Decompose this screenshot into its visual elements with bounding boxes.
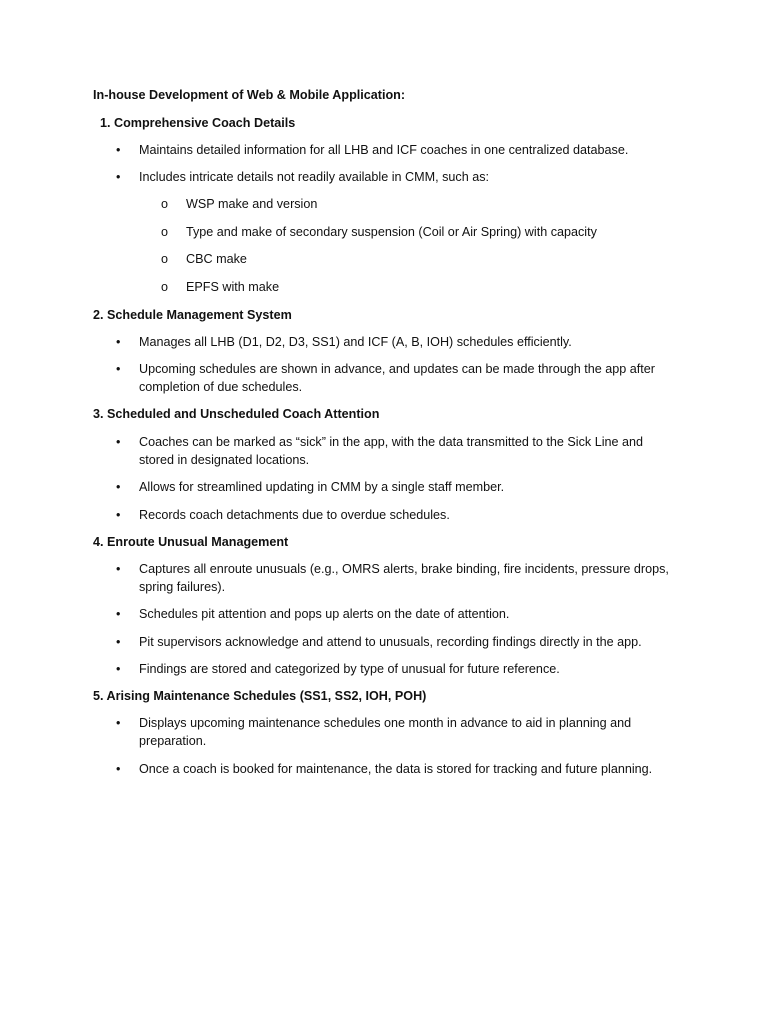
- bullet-icon: •: [116, 508, 121, 522]
- sub-list-item: [161, 251, 661, 269]
- sub-bullet-icon: o: [161, 252, 169, 266]
- list-item: [116, 142, 676, 160]
- list-item: [116, 561, 676, 596]
- bullet-icon: •: [116, 662, 121, 676]
- list-item: [116, 606, 676, 624]
- sub-list-item-text: Type and make of secondary suspension (Coil or Air Spring) with capacity: [186, 225, 597, 239]
- bullet-icon: •: [116, 362, 121, 376]
- sub-bullet-icon: o: [161, 197, 169, 211]
- bullet-icon: •: [116, 762, 121, 776]
- bullet-icon: •: [116, 435, 121, 449]
- section-5-heading: 5. Arising Maintenance Schedules (SS1, SS2, IOH, POH): [93, 689, 427, 703]
- list-item-text: Records coach detachments due to overdue schedules.: [139, 508, 450, 522]
- list-item: [116, 761, 706, 779]
- list-item: [116, 479, 676, 497]
- bullet-icon: •: [116, 607, 121, 621]
- sub-list-item: [161, 196, 661, 214]
- list-item-text: Coaches can be marked as “sick” in the app, with the data transmitted to the Sick Line and stored in designated locations.: [139, 435, 644, 467]
- sub-list-item-text: WSP make and version: [186, 197, 318, 211]
- bullet-icon: •: [116, 335, 121, 349]
- bullet-icon: •: [116, 143, 121, 157]
- section-2-heading: 2. Schedule Management System: [93, 308, 292, 322]
- list-item-text: Upcoming schedules are shown in advance, and updates can be made through the app after completion of due schedules.: [139, 362, 655, 394]
- sub-list-item-text: CBC make: [186, 252, 247, 266]
- list-item-text: Maintains detailed information for all LHB and ICF coaches in one centralized database.: [139, 143, 629, 157]
- list-item-text: Findings are stored and categorized by type of unusual for future reference.: [139, 662, 560, 676]
- list-item: [116, 634, 676, 652]
- list-item: [116, 334, 676, 352]
- section-1-heading: 1. Comprehensive Coach Details: [100, 116, 296, 130]
- bullet-icon: •: [116, 716, 121, 730]
- list-item: [116, 361, 676, 396]
- list-item-text: Manages all LHB (D1, D2, D3, SS1) and ICF (A, B, IOH) schedules efficiently.: [139, 335, 572, 349]
- list-item-text: Captures all enroute unusuals (e.g., OMRS alerts, brake binding, fire incidents, pressure drops, spring failures).: [139, 562, 669, 594]
- bullet-icon: •: [116, 562, 121, 576]
- list-item: [116, 715, 676, 750]
- section-3-heading: 3. Scheduled and Unscheduled Coach Attention: [93, 407, 380, 421]
- bullet-icon: •: [116, 170, 121, 184]
- list-item-text: Allows for streamlined updating in CMM by a single staff member.: [139, 480, 505, 494]
- document-title: In-house Development of Web & Mobile Application:: [93, 88, 406, 102]
- sub-list-item: [161, 224, 661, 242]
- list-item: [116, 507, 676, 525]
- list-item-text: Schedules pit attention and pops up alerts on the date of attention.: [139, 607, 510, 621]
- bullet-icon: •: [116, 635, 121, 649]
- section-4-heading: 4. Enroute Unusual Management: [93, 535, 289, 549]
- bullet-icon: •: [116, 480, 121, 494]
- list-item-text: Once a coach is booked for maintenance, the data is stored for tracking and future planning.: [139, 762, 653, 776]
- sub-list-item-text: EPFS with make: [186, 280, 280, 294]
- list-item: [116, 434, 676, 469]
- list-item-text: Pit supervisors acknowledge and attend to unusuals, recording findings directly in the app.: [139, 635, 642, 649]
- sub-bullet-icon: o: [161, 225, 169, 239]
- sub-bullet-icon: o: [161, 280, 169, 294]
- sub-list-item: [161, 279, 661, 297]
- list-item: [116, 169, 676, 187]
- list-item: [116, 661, 676, 679]
- list-item-text: Displays upcoming maintenance schedules one month in advance to aid in planning and preparation.: [139, 716, 632, 748]
- list-item-text: Includes intricate details not readily available in CMM, such as:: [139, 170, 489, 184]
